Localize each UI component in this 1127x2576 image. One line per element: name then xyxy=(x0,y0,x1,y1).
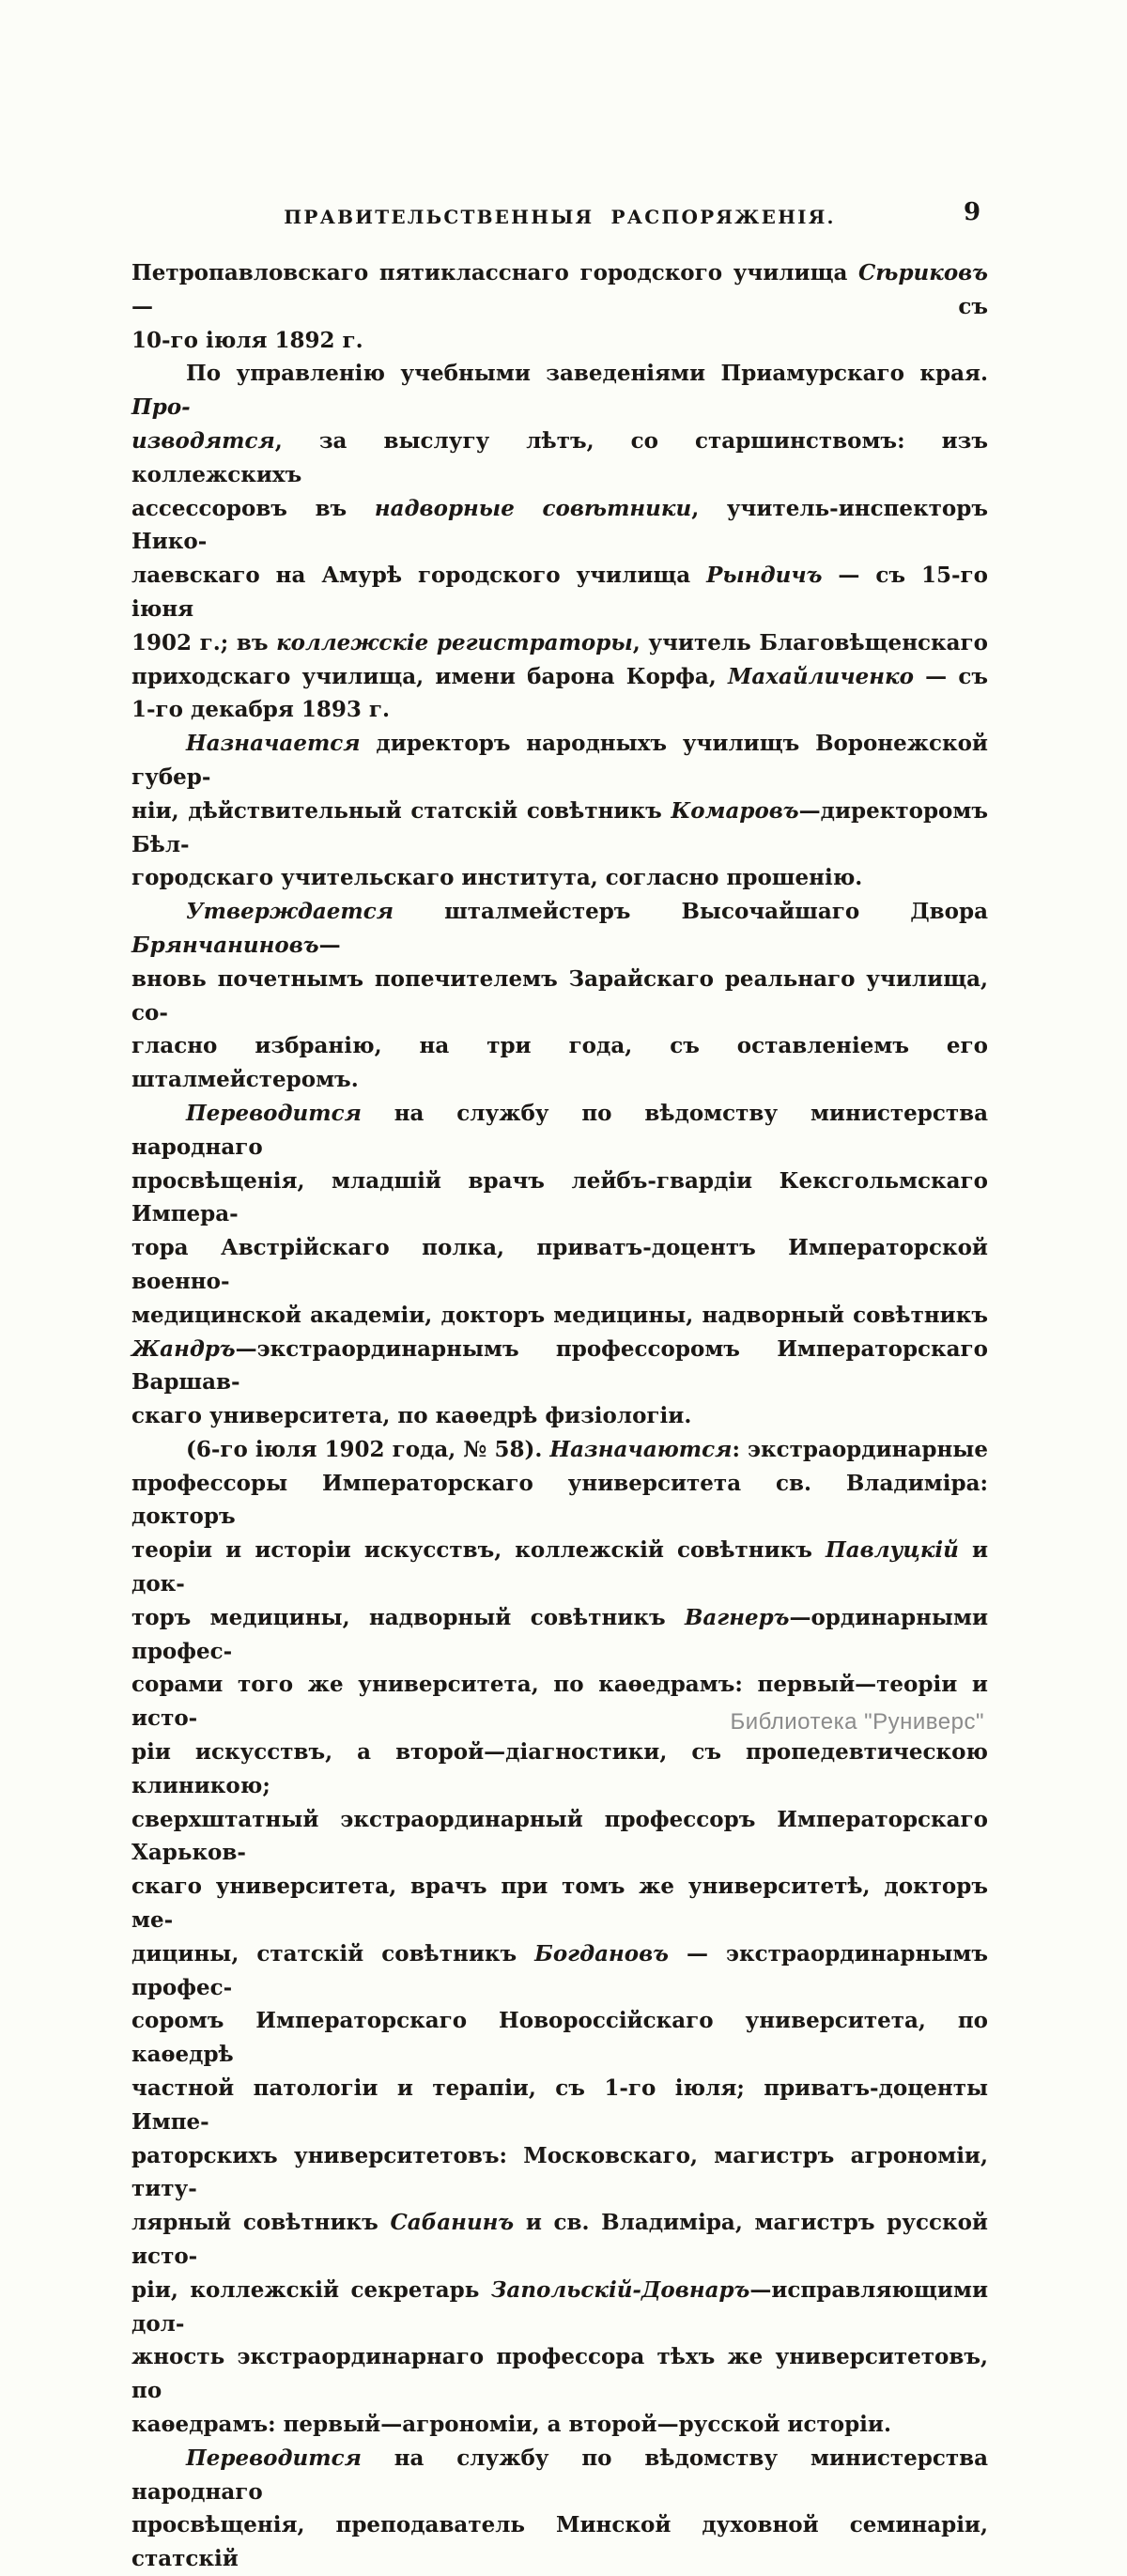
text-run: сверхштатный экстраординарный профессоръ Императорскаго Харьков- xyxy=(131,1806,988,1866)
text-run: частной патологіи и терапіи, съ 1-го іюля; приватъ-доценты Импе- xyxy=(131,2075,988,2135)
text-line xyxy=(131,1534,988,1601)
text-line xyxy=(131,1433,988,1467)
text-line xyxy=(131,693,988,727)
text-run: ніи, дѣйствительный статскій совѣтникъ xyxy=(131,797,672,824)
text-run: — xyxy=(318,932,341,958)
text-run: 10-го іюля 1892 г. xyxy=(131,327,363,353)
italic-text-run: Павлуцкій xyxy=(826,1537,959,1564)
text-run: — съ xyxy=(913,663,988,689)
text-run: ассессоровъ въ xyxy=(131,495,375,521)
text-line xyxy=(131,963,988,1030)
italic-text-run: Назначаются xyxy=(549,1436,733,1462)
text-run: соромъ Императорскаго Новороссійскаго университета, по каѳедрѣ xyxy=(131,2008,988,2068)
text-run: сорами того же университета, по каѳедрамъ: первый—теоріи и исто- xyxy=(131,1672,988,1732)
text-line xyxy=(131,1937,988,2005)
text-run: ріи, коллежскій секретарь xyxy=(131,2276,491,2303)
text-line xyxy=(131,1299,988,1333)
text-run: 1-го декабря 1893 г. xyxy=(131,697,391,723)
text-line xyxy=(131,1399,988,1433)
text-line xyxy=(131,256,988,324)
text-line xyxy=(131,1029,988,1097)
text-run: приходскаго училища, имени барона Корфа, xyxy=(131,663,728,689)
page-number: 9 xyxy=(964,198,981,226)
italic-text-run: Жандръ xyxy=(131,1335,236,1362)
text-line xyxy=(131,794,988,862)
text-line xyxy=(131,1870,988,1937)
text-block xyxy=(131,256,988,2576)
text-run: директоръ народныхъ училищъ Воронежской губер- xyxy=(131,731,988,790)
text-run: просвѣщенія, преподаватель Минской духовной семинаріи, статскій xyxy=(131,2512,988,2572)
italic-text-run: Запольскій-Довнаръ xyxy=(490,2276,750,2303)
text-line xyxy=(131,861,988,895)
text-run: вновь почетнымъ попечителемъ Зарайскаго реальнаго училища, со- xyxy=(131,965,988,1026)
text-run: медицинской академіи, докторъ медицины, надворный совѣтникъ xyxy=(131,1302,988,1328)
text-run: — съ 15-го іюня xyxy=(131,563,988,622)
text-run: торъ медицины, надворный совѣтникъ xyxy=(131,1604,685,1630)
text-run: —исправляющими дол- xyxy=(131,2276,988,2337)
italic-text-run: Сабанинъ xyxy=(390,2210,515,2236)
italic-text-run: Сѣриковъ xyxy=(858,260,988,285)
runivers-watermark: Библиотека "Руниверс" xyxy=(730,1709,984,1735)
text-run: : экстраординарные xyxy=(732,1436,988,1462)
text-run: По управленію учебными заведеніями Приамурскаго края. xyxy=(186,361,988,387)
italic-text-run: Переводится xyxy=(186,1100,362,1126)
text-run: —экстраординарнымъ профессоромъ Императорскаго Варшав- xyxy=(131,1335,988,1396)
text-run: на службу по вѣдомству министерства народнаго xyxy=(131,2445,988,2505)
text-line xyxy=(131,2508,988,2576)
text-line xyxy=(131,2072,988,2139)
text-line xyxy=(131,2340,988,2408)
italic-text-run: надворные совѣтники xyxy=(374,495,692,521)
text-run: каѳедрамъ: первый—агрономіи, а второй—русской исторіи. xyxy=(131,2412,891,2437)
text-run: , за выслугу лѣтъ, со старшинствомъ: изъ коллежскихъ xyxy=(131,427,988,487)
text-line xyxy=(131,660,988,694)
text-run: Петропавловскаго пятикласснаго городского училища xyxy=(131,260,858,285)
text-line xyxy=(131,1165,988,1232)
italic-text-run: Рындичъ xyxy=(706,563,823,589)
text-run: —ординарными профес- xyxy=(131,1604,988,1664)
text-run: — экстраординарнымъ профес- xyxy=(131,1940,989,2000)
text-run: ріи искусствъ, а второй—діагностики, съ пропедевтическою клиникою; xyxy=(131,1739,988,1798)
text-run: 1902 г.; въ xyxy=(131,629,277,656)
text-run: скаго университета, по каѳедрѣ физіологіи. xyxy=(131,1403,692,1429)
text-line xyxy=(131,1467,988,1535)
text-line xyxy=(131,895,988,963)
text-run: на службу по вѣдомству министерства народнаго xyxy=(131,1100,988,1160)
text-line xyxy=(131,1803,988,1871)
text-line xyxy=(131,2274,988,2341)
text-run: и док- xyxy=(131,1537,988,1597)
text-run: гласно избранію, на три года, съ оставленіемъ его шталмейстеромъ. xyxy=(131,1033,988,1093)
text-run: теоріи и исторіи искусствъ, коллежскій совѣтникъ xyxy=(131,1537,826,1564)
text-line xyxy=(131,357,988,424)
italic-text-run: Переводится xyxy=(186,2445,362,2471)
page-header-title: ПРАВИТЕЛЬСТВЕННЫЯ РАСПОРЯЖЕНІЯ. xyxy=(284,206,836,228)
italic-text-run: Комаровъ xyxy=(671,797,799,824)
text-line xyxy=(131,324,988,358)
text-line xyxy=(131,1735,988,1803)
text-run: просвѣщенія, младшій врачъ лейбъ-гвардіи Кексгольмскаго Импера- xyxy=(131,1167,988,1227)
text-run: — съ xyxy=(131,293,988,319)
text-line xyxy=(131,1097,988,1165)
text-line xyxy=(131,1601,988,1669)
text-run: (6-го іюля 1902 года, № 58). xyxy=(186,1436,550,1462)
text-run: лярный совѣтникъ xyxy=(131,2210,391,2236)
text-run: скаго университета, врачъ при томъ же университетѣ, докторъ ме- xyxy=(131,1874,988,1934)
italic-text-run: Богдановъ xyxy=(534,1940,669,1967)
text-run: дицины, статскій совѣтникъ xyxy=(131,1940,535,1967)
text-run: и св. Владиміра, магистръ русской исто- xyxy=(131,2210,988,2270)
text-run: тора Австрійскаго полка, приватъ-доцентъ Императорской военно- xyxy=(131,1235,988,1294)
text-line xyxy=(131,2206,988,2274)
text-run: жность экстраординарнаго профессора тѣхъ же университетовъ, по xyxy=(131,2344,988,2404)
text-line xyxy=(131,2004,988,2072)
text-line xyxy=(131,727,988,794)
text-run: городскаго учительскаго института, согласно прошенію. xyxy=(131,865,863,891)
text-line xyxy=(131,2442,988,2509)
italic-text-run: Вагнеръ xyxy=(684,1604,790,1630)
text-line xyxy=(131,626,988,660)
text-run: , учитель Благовѣщенскаго xyxy=(632,629,988,656)
text-run: лаевскаго на Амурѣ городского училища xyxy=(131,563,707,589)
text-line xyxy=(131,1333,988,1400)
italic-text-run: Назначается xyxy=(186,731,361,757)
text-run: —директоромъ Бѣл- xyxy=(131,797,988,857)
text-run: шталмейстеръ Высочайшаго Двора xyxy=(394,899,988,925)
text-run: , учитель-инспекторъ Нико- xyxy=(131,495,988,555)
text-run: раторскихъ университетовъ: Московскаго, магистръ агрономіи, титу- xyxy=(131,2142,988,2202)
text-line xyxy=(131,1231,988,1299)
text-line xyxy=(131,559,988,626)
italic-text-run: коллежскіе регистраторы xyxy=(276,629,633,656)
italic-text-run: Брянчаниновъ xyxy=(131,932,319,958)
text-line xyxy=(131,2408,988,2442)
text-line xyxy=(131,2139,988,2207)
text-run: профессоры Императорскаго университета св. Владиміра: докторъ xyxy=(131,1470,988,1530)
italic-text-run: Махайличенко xyxy=(727,663,914,689)
italic-text-run: Про- xyxy=(131,394,191,421)
italic-text-run: Утверждается xyxy=(186,899,394,925)
italic-text-run: изводятся xyxy=(131,427,275,454)
text-line xyxy=(131,492,988,560)
text-line xyxy=(131,424,988,492)
